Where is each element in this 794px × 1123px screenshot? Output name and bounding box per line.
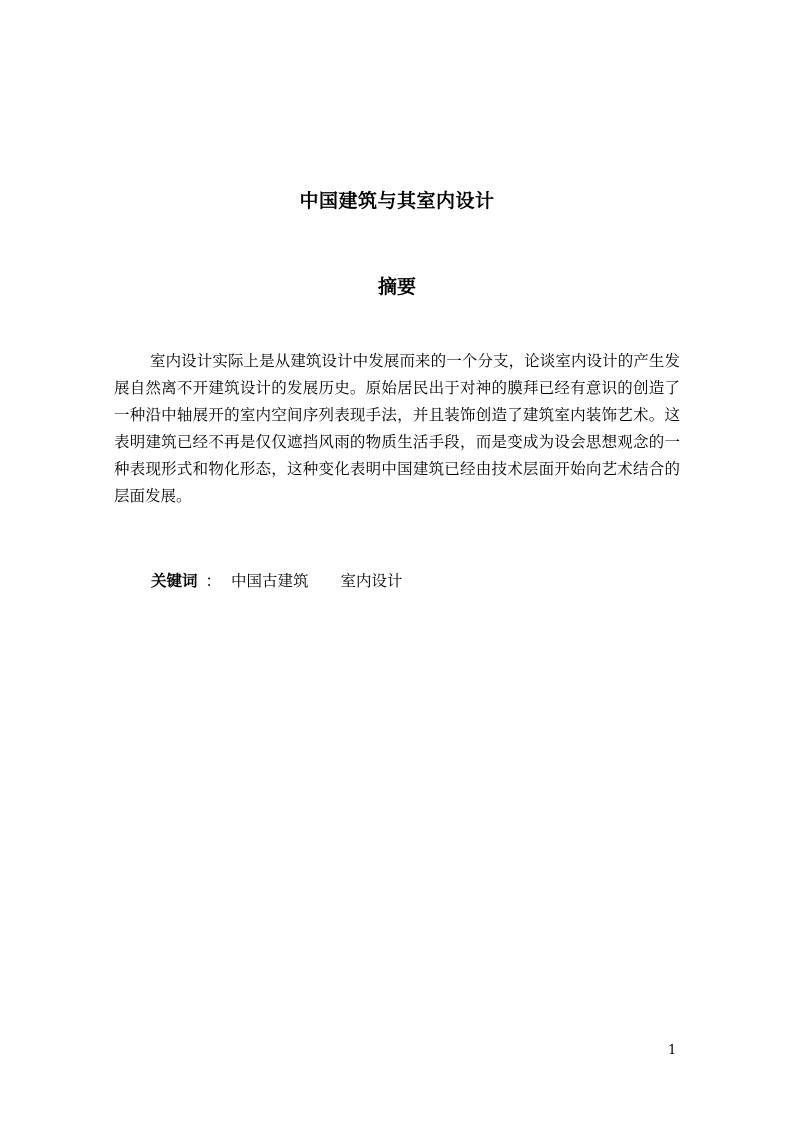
keywords-line (151, 569, 403, 591)
keywords-label: 关键词 (151, 572, 198, 590)
abstract-heading: 摘要 (377, 276, 416, 298)
abstract-paragraph: 室内设计实际上是从建筑设计中发展而来的一个分支，论谈室内设计的产生发展自然离不开建筑设计的发展历史。原始居民出于对神的膜拜已经有意识的创造了一种沿中轴展开的室内空间序列表现手法，并且装饰创造了建筑室内装饰艺术。这表明建筑已经不再是仅仅遮挡风雨的物质生活手段，而是变成为设会思想观念的一种表现形式和物化形态，这种变化表明中国建筑已经由技术层面开始向艺术结合的层面发展。 (114, 352, 680, 505)
page-title: 中国建筑与其室内设计 (299, 190, 495, 212)
page-number: 1 (668, 1043, 677, 1058)
keyword-item: 中国古建筑 (231, 572, 309, 590)
keywords-separator: ： (205, 572, 222, 590)
keyword-item: 室内设计 (340, 572, 403, 590)
